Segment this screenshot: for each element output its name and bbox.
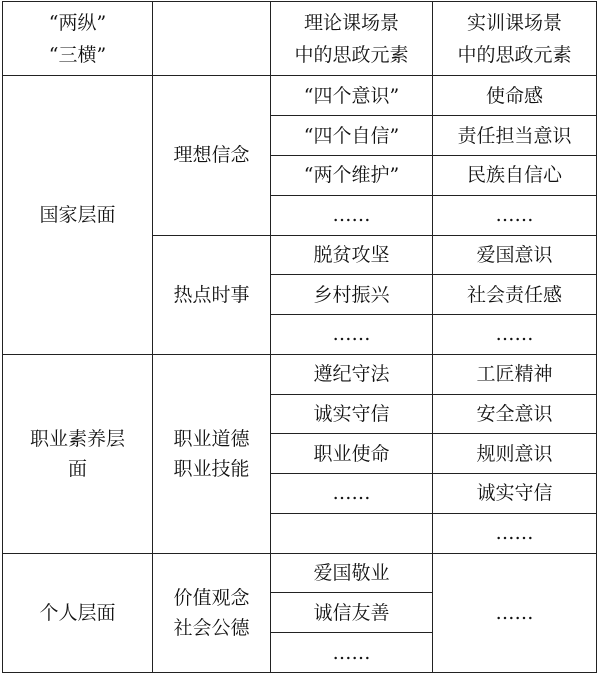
group-current-affairs — [153, 235, 271, 354]
header-text: 中的思政元素 — [457, 43, 572, 66]
theory-cell: 爱国敬业 — [271, 553, 433, 593]
theory-cell: 脱贫攻坚 — [271, 235, 433, 275]
practical-cell: 工匠精神 — [433, 354, 597, 394]
header-two-vertical-three-horizontal — [3, 2, 153, 76]
level-professional-quality — [3, 354, 153, 553]
group-label: 价值观念 — [173, 586, 250, 609]
header-empty-cell — [153, 2, 271, 76]
header-practical-course — [433, 2, 597, 76]
theory-cell: 乡村振兴 — [271, 275, 433, 315]
theory-cell — [271, 513, 433, 553]
level-label: 个人层面 — [39, 601, 116, 624]
group-label: 社会公德 — [173, 616, 250, 639]
practical-cell: 爱国意识 — [433, 235, 597, 275]
practical-cell: 安全意识 — [433, 394, 597, 434]
practical-cell: 民族自信心 — [433, 155, 597, 195]
theory-cell: …… — [271, 195, 433, 235]
practical-cell: 使命感 — [433, 76, 597, 116]
practical-cell: …… — [433, 315, 597, 355]
practical-cell: 社会责任感 — [433, 275, 597, 315]
theory-cell: “两个维护” — [271, 155, 433, 195]
ideological-elements-table — [2, 1, 597, 673]
header-row — [3, 2, 597, 76]
level-label: 国家层面 — [39, 204, 116, 227]
table-row — [3, 354, 597, 394]
header-text: “两纵” — [48, 11, 107, 34]
table-row — [3, 76, 597, 116]
practical-cell: 责任担当意识 — [433, 116, 597, 156]
theory-cell: 遵纪守法 — [271, 354, 433, 394]
header-text: “三横” — [48, 43, 107, 66]
theory-cell: …… — [271, 633, 433, 673]
group-ideals-beliefs — [153, 76, 271, 235]
header-text: 理论课场景 — [303, 11, 399, 34]
group-label: 职业技能 — [173, 457, 250, 480]
theory-cell: 诚实守信 — [271, 394, 433, 434]
header-text: 实训课场景 — [466, 11, 562, 34]
group-ethics-skills — [153, 354, 271, 553]
practical-cell: 规则意识 — [433, 434, 597, 474]
level-national — [3, 76, 153, 354]
practical-cell: …… — [433, 553, 597, 672]
group-label: 热点时事 — [173, 283, 250, 306]
group-label: 职业道德 — [173, 427, 250, 450]
header-text: 中的思政元素 — [294, 43, 409, 66]
level-label: 职业素养层 — [29, 427, 125, 450]
theory-cell: “四个自信” — [271, 116, 433, 156]
theory-cell: 诚信友善 — [271, 593, 433, 633]
practical-cell: 诚实守信 — [433, 474, 597, 514]
practical-cell: …… — [433, 195, 597, 235]
level-label: 面 — [67, 457, 87, 480]
group-label: 理想信念 — [173, 144, 250, 167]
level-individual — [3, 553, 153, 672]
table-row — [3, 553, 597, 593]
theory-cell: “四个意识” — [271, 76, 433, 116]
header-theory-course — [271, 2, 433, 76]
theory-cell: …… — [271, 474, 433, 514]
group-values-morality — [153, 553, 271, 672]
theory-cell: 职业使命 — [271, 434, 433, 474]
practical-cell: …… — [433, 513, 597, 553]
theory-cell: …… — [271, 315, 433, 355]
